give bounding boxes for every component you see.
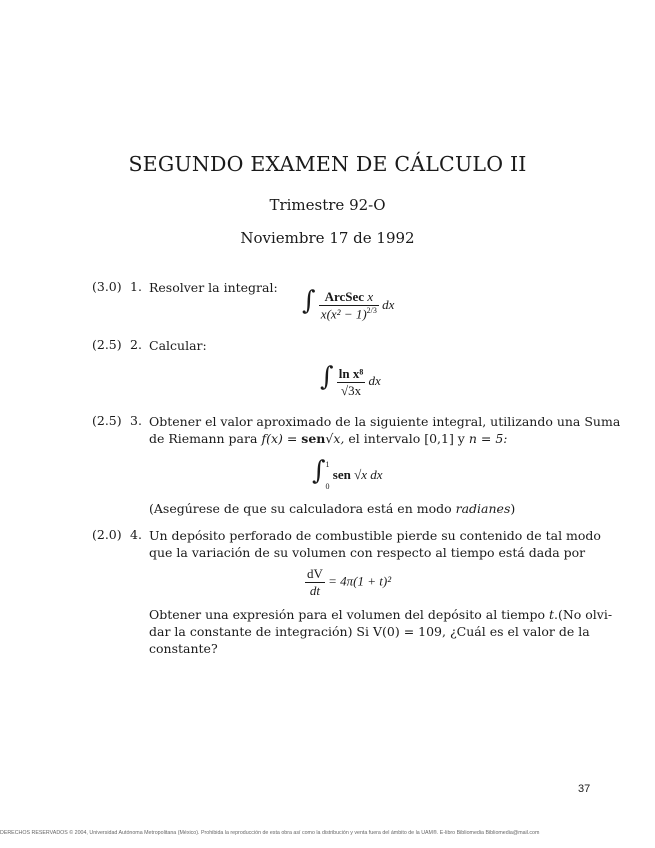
problem-3-points: (2.5) xyxy=(92,413,122,428)
problem-1-integral: ∫ $\frac{\text{ArcSec x}}{x(x^2 - 1)^{2/3}}$ dx xyxy=(302,286,395,322)
integral-sign: ∫ xyxy=(320,362,334,392)
problem-2-text: Calcular: xyxy=(149,338,207,353)
problem-2-integral: ∫ $\frac{\text{ln x⁸}}{√3x}$ dx xyxy=(320,362,381,398)
problem-4-number: 4. xyxy=(130,527,142,542)
problem-3-text: Obtener el valor aproximado de la siguiente integral, utilizando una Suma de Riemann para f(x) = sen√x, el intervalo [0,1] y n = 5: xyxy=(149,414,621,446)
problem-3-note: (Asegúrese de que su calculadora está en modo radianes) xyxy=(149,501,516,516)
problem-4-text: Un depósito perforado de combustible pierde su contenido de tal modo que la variación de su volumen con respecto al tiempo está dada por xyxy=(149,528,601,560)
problem-4-question: Obtener una expresión para el volumen del depósito al tiempo t.(No olvi- dar la constante de integración) Si V(0) = 109, ¿Cuál es el valor de la constante? xyxy=(149,607,613,656)
problem-1-fraction: $\frac{\text{ArcSec x}}{x(x^2 - 1)^{2/3}}$ xyxy=(320,289,377,322)
problem-4-points: (2.0) xyxy=(92,527,122,542)
problem-3-integral: ∫ 1 0 sen √x dx xyxy=(312,455,383,491)
exam-date: Noviembre 17 de 1992 xyxy=(240,229,415,247)
problem-4-fraction: $\frac{dV}{dt}$ xyxy=(307,566,323,598)
problem-2-fraction: $\frac{\text{ln x⁸}}{√3x}$ xyxy=(338,365,364,398)
problem-1-points: (3.0) xyxy=(92,279,122,294)
trimester-label: Trimestre 92-O xyxy=(269,196,386,214)
problem-4-equation: $\frac{dV}{dt}$ = 4π(1 + t)² xyxy=(307,566,392,598)
integral-sign: ∫ xyxy=(302,286,316,316)
problem-3-number: 3. xyxy=(130,413,142,428)
page-title: SEGUNDO EXAMEN DE CÁLCULO II xyxy=(128,152,527,176)
integral-sign: ∫ xyxy=(312,455,326,486)
problem-1-text: Resolver la integral: xyxy=(149,280,278,295)
problem-1-number: 1. xyxy=(130,279,142,294)
problem-2-number: 2. xyxy=(130,337,142,352)
copyright-footer: DERECHOS RESERVADOS © 2004, Universidad Autónoma Metropolitana (México). Prohibida la reproducción de esta obra así como la distribución y venta fuera del ámbito de la UAM®. E-libro Bibliomedia Bibliomedia@mail.com xyxy=(0,830,540,836)
page-number: 37 xyxy=(578,783,591,795)
problem-2-points: (2.5) xyxy=(92,337,122,352)
